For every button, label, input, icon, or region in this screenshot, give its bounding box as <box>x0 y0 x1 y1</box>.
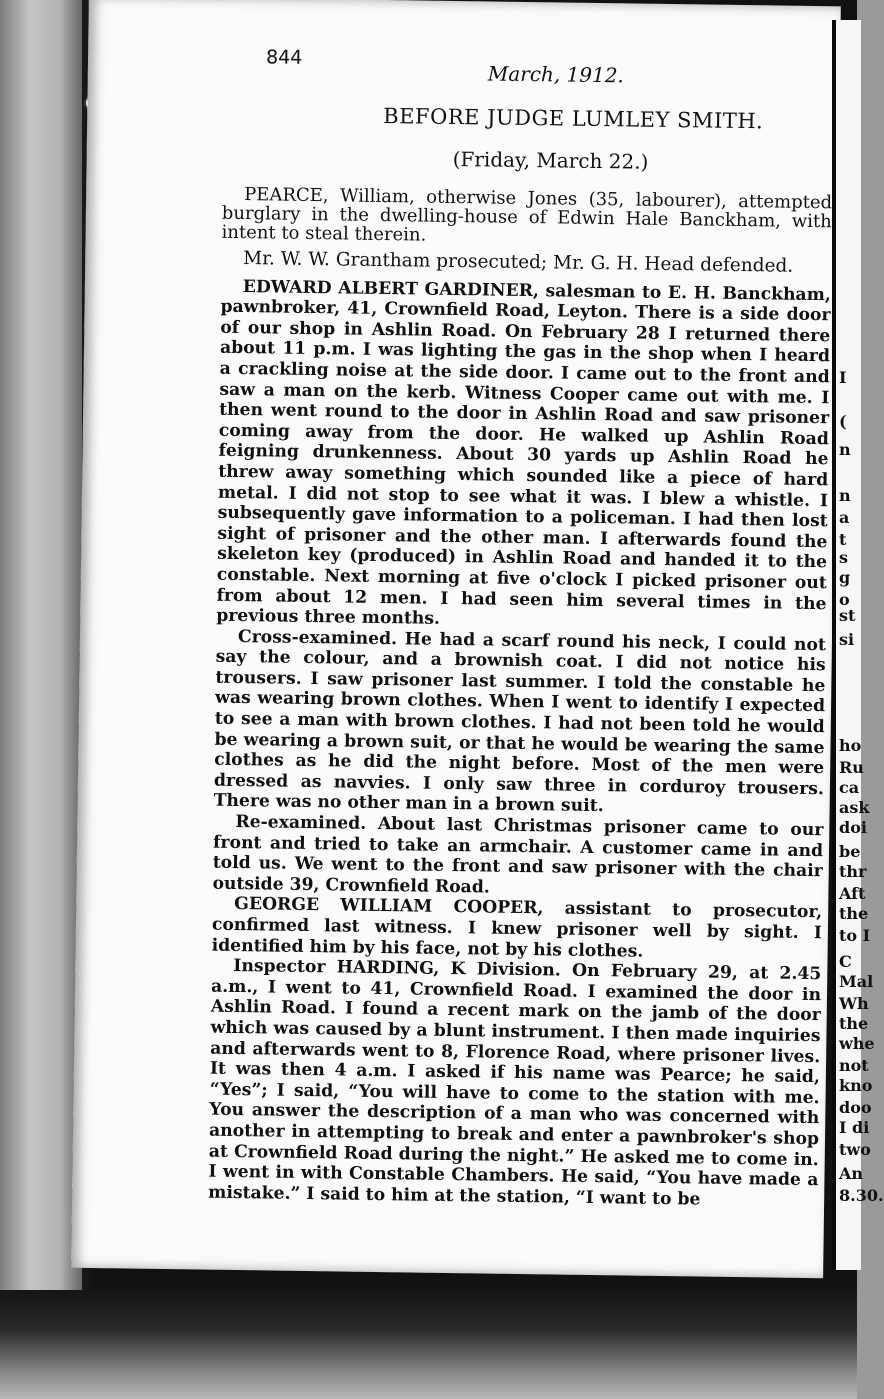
witness-name-gardiner: EDWARD ALBERT GARDINER, <box>242 276 540 301</box>
cross-examination: Cross-examined. He had a scarf round his neck, I could not say the colour, and a brownish coat. I did not notice his trousers. I saw prisoner last summer. I told the constable he was wearing brown clothes. When I went to identify I expected to see a man with brown clothes. I had not been told he would be wearing a brown suit, or that he would be wearing the same clothes as he did the night before. Most of the men were dressed as navvies. I only saw three in corduroy trousers. There was no other man in a brown suit. <box>213 626 827 817</box>
facing-page-fragment: 8.30. <box>839 1186 884 1205</box>
indictment-paragraph: PEARCE, William, otherwise Jones (35, labourer), attempted burglary in the dwelling-house of Edwin Hale Banckham, with intent to steal therein. <box>221 184 833 246</box>
facing-page-fragment: ca <box>839 778 860 797</box>
facing-page-fragment: the <box>839 1014 869 1033</box>
facing-page-fragment: n <box>839 440 851 459</box>
facing-page-fragment: kno <box>839 1076 873 1095</box>
sitting-date: (Friday, March 22.) <box>452 146 649 174</box>
scan-bottom-shadow <box>0 1290 857 1399</box>
facing-page-fragment: Aft <box>839 884 866 903</box>
scan-left-margin <box>0 0 82 1399</box>
facing-page-fragment: si <box>839 630 855 649</box>
cooper-evidence-text: assistant to prosecutor, confirmed last witness. I knew prisoner well by sight. I identified him by his face, not by his clothes. <box>211 899 823 962</box>
facing-page-fragment: C <box>839 952 852 971</box>
facing-page-fragment: An <box>839 1164 864 1183</box>
facing-page-fragment: whe <box>839 1034 875 1053</box>
facing-page-fragment: be <box>839 842 861 861</box>
facing-page-fragment: g <box>839 568 851 587</box>
facing-page-fragment: I <box>839 368 847 387</box>
case-report <box>208 178 832 1212</box>
facing-page-fragment: the <box>839 904 869 923</box>
facing-page-fragment: a <box>839 508 850 527</box>
facing-page-fragment: thr <box>839 862 867 881</box>
facing-page-fragment: ask <box>839 798 870 817</box>
harding-evidence-text: K Division. On February 29, at 2.45 a.m., I went to 41, Crownfield Road. I examined the door in Ashlin Road. I found a recent mark on the jamb of the door which was caused by a blunt instrument. I then made inquiries and afterwards went to 8, Florence Road, where prisoner lives. It was then 4 a.m. I asked if his name was Pearce; he said, “Yes”; I said, “You will have to come to the station with me. You answer the description of a man who was concerned with another in attempting to break and enter a pawnbroker's shop at Crownfield Road during the night.” He asked me to come in. I went in with Constable Chambers. He said, “You have made a mistake.” I said to him at the station, “I want to be <box>208 959 822 1210</box>
judge-heading: BEFORE JUDGE LUMLEY SMITH. <box>383 103 764 134</box>
facing-page-fragment: Wh <box>839 994 869 1013</box>
facing-page-fragment: two <box>839 1140 871 1159</box>
facing-page-fragment: ( <box>839 412 847 431</box>
gardiner-evidence <box>216 276 831 635</box>
facing-page-fragment: Ru <box>839 758 864 777</box>
page-number: 844 <box>265 46 303 69</box>
witness-name-harding: HARDING, <box>336 957 440 980</box>
facing-page-fragment: ho <box>839 736 862 755</box>
witness-name-cooper: GEORGE WILLIAM COOPER, <box>234 894 544 919</box>
facing-page-fragment: st <box>839 606 856 625</box>
facing-page-fragment: o <box>839 590 850 609</box>
facing-page-fragment: t <box>839 530 847 549</box>
running-head <box>488 61 624 87</box>
facing-page-fragment: doo <box>839 1098 872 1117</box>
harding-evidence <box>208 956 821 1212</box>
facing-page-fragment: Mal <box>839 972 874 991</box>
facing-page-fragment: n <box>839 486 851 505</box>
facing-page-fragment: I di <box>839 1118 870 1137</box>
re-examination: Re-examined. About last Christmas prisoner came to our front and tried to take an armchair. A customer came in and told us. We went to the front and saw prisoner with the chair outside 39, Crownfield Road. <box>212 812 824 898</box>
book-page <box>71 0 841 1278</box>
facing-page-fragment: s <box>839 548 849 567</box>
facing-page-fragment: doi <box>839 818 867 837</box>
gardiner-evidence-text: salesman to E. H. Banckham, pawnbroker, 41, Crownfield Road, Leyton. There is a side door of our shop in Ashlin Road. On February 28 I returned there about 11 p.m. I was lighting the gas in the shop when I heard a crackling noise at the side door. I came out to the front and saw a man on the kerb. Witness Cooper came out with me. I then went round to the door in Ashlin Road and saw prisoner coming away from the door. He walked up Ashlin Road feigning drunkenness. About 30 yards up Ashlin Road he threw away something which sounded like a piece of hard metal. I did not stop to see what it was. I blew a whistle. I subsequently gave information to a policeman. I had then lost sight of prisoner and the other man. I afterwards found the skeleton key (produced) in Ashlin Road and handed it to the constable. Next morning at five o'clock I picked prisoner out from about 12 men. I had seen him several times in the previous three months. <box>216 280 831 629</box>
harding-rank: Inspector <box>233 956 326 978</box>
facing-page-fragment: not <box>839 1056 869 1075</box>
cooper-evidence <box>212 894 823 964</box>
facing-page-fragments <box>835 0 884 1280</box>
facing-page-fragment: to I <box>839 926 871 945</box>
counsel-paragraph: Mr. W. W. Grantham prosecuted; Mr. G. H. Head defended. <box>243 248 794 277</box>
running-head-text: March, 1912. <box>487 61 625 88</box>
